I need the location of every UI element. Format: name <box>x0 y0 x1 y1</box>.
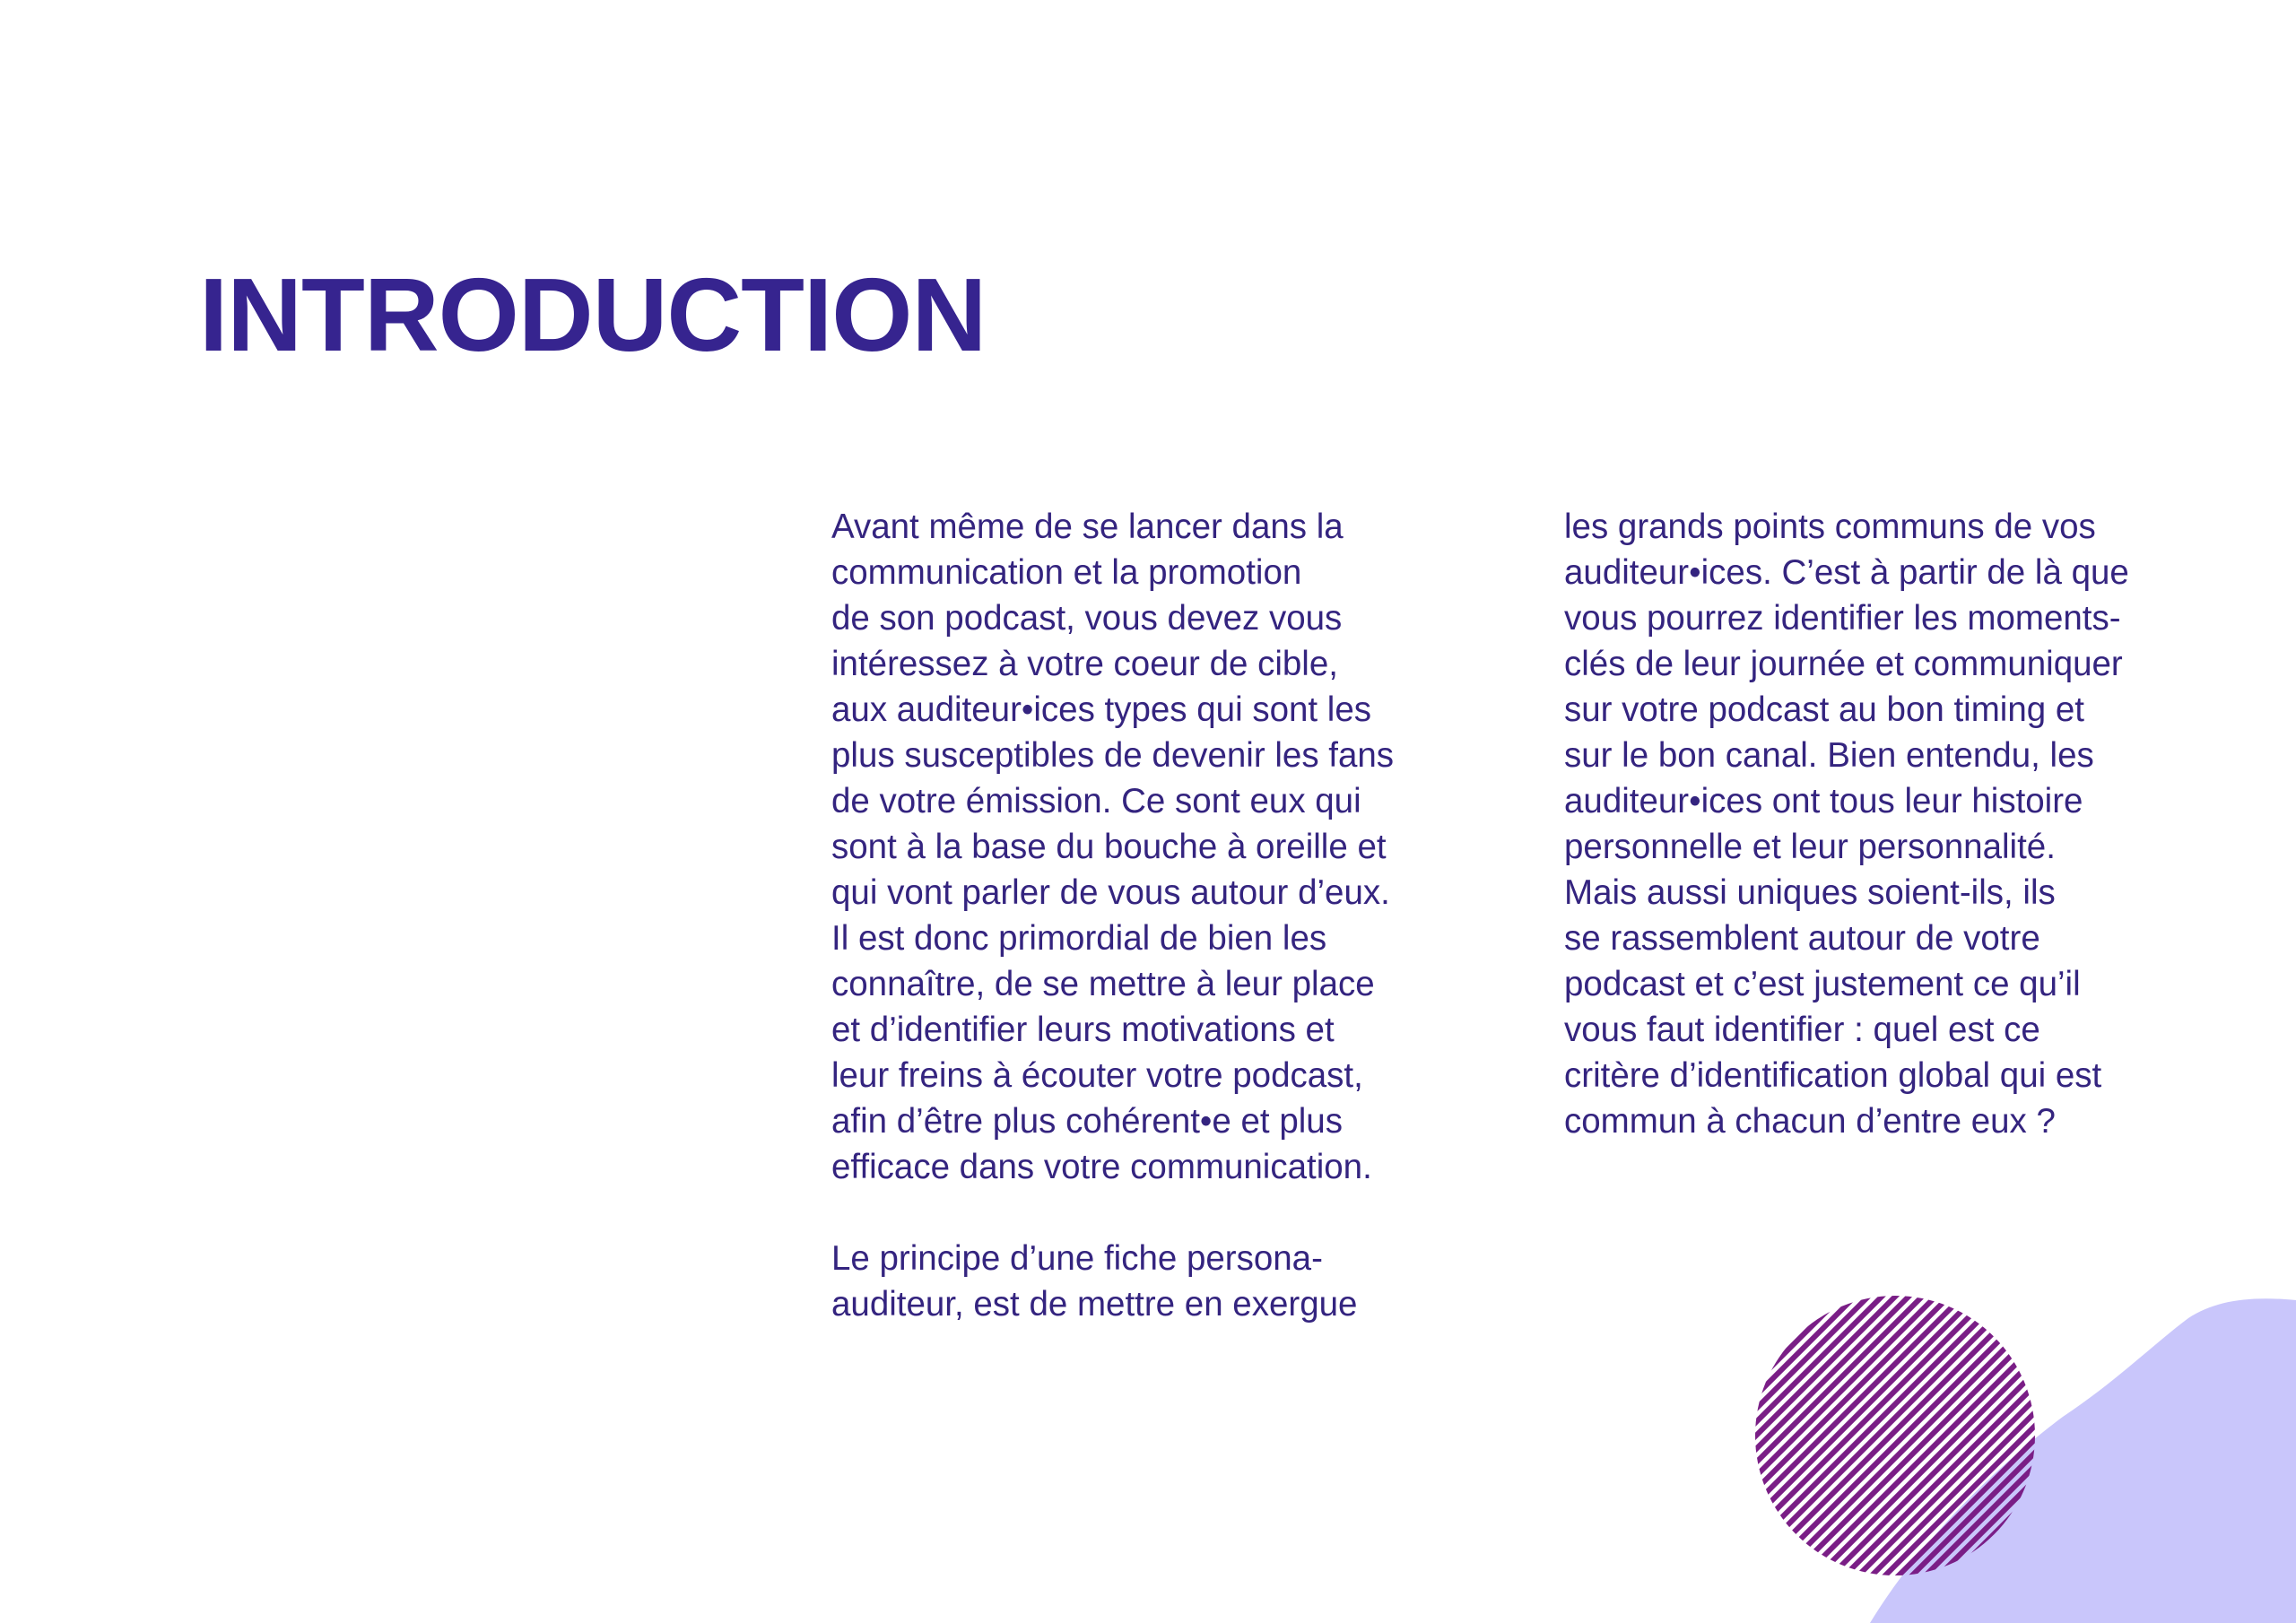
stripe-line <box>1492 1292 1779 1579</box>
page-title: INTRODUCTION <box>199 256 987 373</box>
stripe-line <box>1505 1292 1792 1579</box>
stripe-line <box>1478 1292 1765 1579</box>
stripe-line <box>1518 1292 1805 1579</box>
stripe-line <box>1532 1292 1819 1579</box>
stripe-line <box>1545 1292 1832 1579</box>
stripe-line <box>1465 1292 1752 1579</box>
body-text-column-left: Avant même de se lancer dans la communication et la promotion de son podcast, vous devez vous intéressez à votre coeur de cible, aux auditeur•ices types qui sont les plus susceptibles de devenir les fans de votre émission. Ce sont eux qui sont à la base du bouche à oreille et qui vont parler de vous autour d’eux. Il est donc primordial de bien les connaître, de se mettre à leur place et d’identifier leurs motivations et leur freins à écouter votre podcast, afin d’être plus cohérent•e et plus efficace dans votre communication. Le principe d’une fiche persona- auditeur, est de mettre en exergue <box>831 508 1395 1324</box>
body-text-column-right: les grands points communs de vos auditeur•ices. C’est à partir de là que vous pourrez identifier les moments- clés de leur journée et communiquer sur votre podcast au bon timing et sur le bon canal. Bien entendu, les auditeur•ices ont tous leur histoire personnelle et leur personnalité. Mais aussi uniques soient-ils, ils se rassemblent autour de votre podcast et c’est justement ce qu’il vous faut identifier : quel est ce critère d’identification global qui est commun à chacun d’entre eux ? <box>1564 508 2129 1141</box>
